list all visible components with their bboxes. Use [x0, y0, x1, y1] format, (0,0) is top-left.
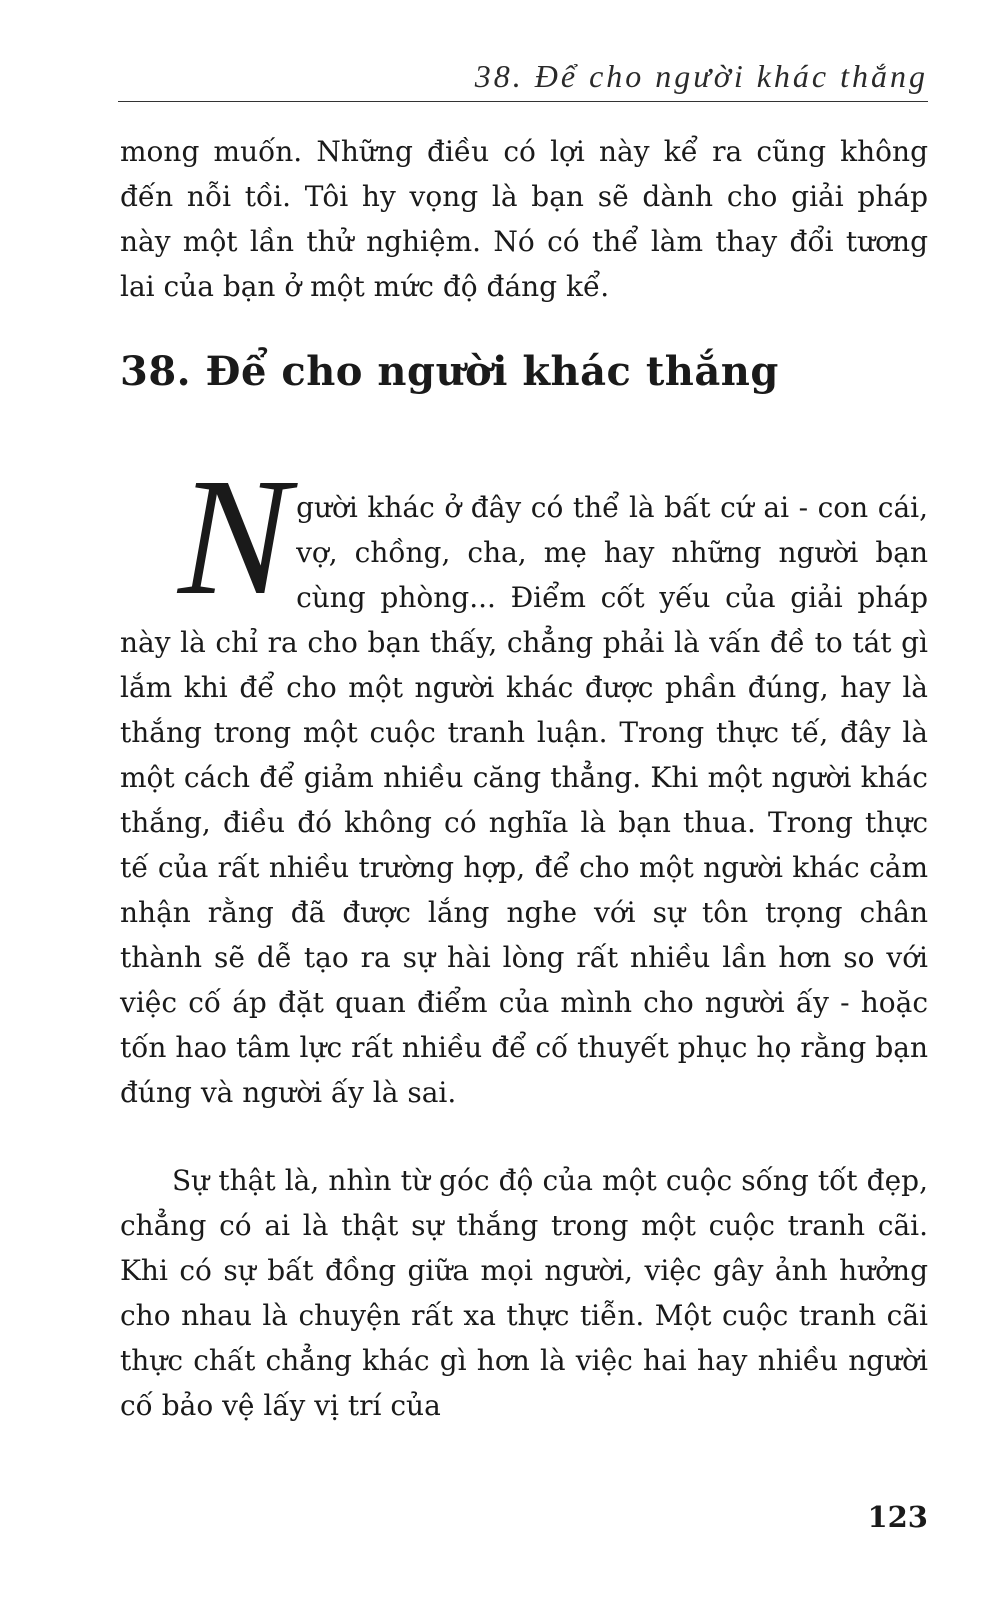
chapter-first-paragraph — [120, 444, 928, 1115]
intro-paragraph: mong muốn. Những điều có lợi này kể ra cũng không đến nỗi tồi. Tôi hy vọng là bạn sẽ dành cho giải pháp này một lần thử nghiệm. Nó có thể làm thay đổi tương lai của bạn ở một mức độ đáng kể. — [120, 135, 928, 303]
running-header: 38. Để cho người khác thắng — [474, 58, 928, 94]
drop-cap: N — [178, 444, 291, 630]
chapter-second-paragraph: Sự thật là, nhìn từ góc độ của một cuộc sống tốt đẹp, chẳng có ai là thật sự thắng trong một cuộc tranh cãi. Khi có sự bất đồng giữa mọi người, việc gây ảnh hưởng cho nhau là chuyện rất xa thực tiễn. Một cuộc tranh cãi thực chất chẳng khác gì hơn là việc hai hay nhiều người cố bảo vệ lấy vị trí của — [120, 1164, 928, 1422]
page-number: 123 — [867, 1500, 928, 1534]
chapter-title: 38. Để cho người khác thắng — [120, 348, 779, 395]
header-divider — [118, 101, 928, 102]
first-paragraph-text: gười khác ở đây có thể là bất cứ ai - con cái, vợ, chồng, cha, mẹ hay những người bạn cùng phòng... Điểm cốt yếu của giải pháp này là chỉ ra cho bạn thấy, chẳng phải là vấn đề to tát gì lắm khi để cho một người khác được phần đúng, hay là thắng trong một cuộc tranh luận. Trong thực tế, đây là một cách để giảm nhiều căng thẳng. Khi một người khác thắng, điều đó không có nghĩa là bạn thua. Trong thực tế của rất nhiều trường hợp, để cho một người khác cảm nhận rằng đã được lắng nghe với sự tôn trọng chân thành sẽ dễ tạo ra sự hài lòng rất nhiều lần hơn so với việc cố áp đặt quan điểm của mình cho người ấy - hoặc tốn hao tâm lực rất nhiều để cố thuyết phục họ rằng bạn đúng và người ấy là sai. — [120, 491, 928, 1109]
